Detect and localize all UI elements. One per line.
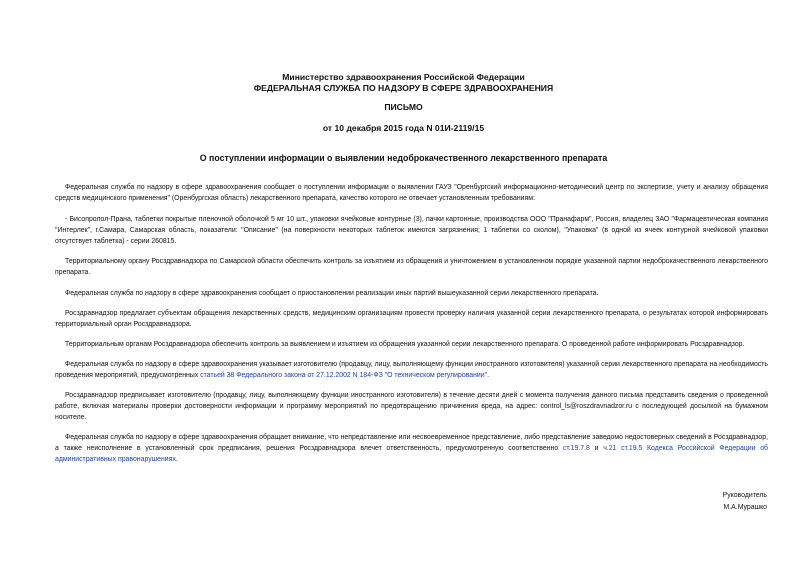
doc-type: ПИСЬМО <box>384 102 423 112</box>
paragraph-9 <box>55 432 768 465</box>
signature-name: М.А.Мурашко <box>723 504 767 511</box>
law-184-fz-link[interactable]: статьей 38 Федерального закона от 27.12.2002 N 184-ФЗ <box>200 372 383 379</box>
paragraph-8: Росздравнадзор предписывает изготовителю (продавцу, лицу, выполняющему функции иностранного изготовителя) в течение десяти дней с момента получения данного письма представить сведения о проведенной работе, включая материалы проверки достоверности информации и программу мероприятий по предотвращению причинения вреда, на адрес: control_ls@roszdravnadzor.ru с последующей досылкой на бумажном носителе. <box>55 392 768 421</box>
koap-19-5-link[interactable]: ч.21 ст.19.5 Кодекса Российской Федерации об административных правонарушениях <box>55 445 768 463</box>
technical-regulation-link[interactable]: "О техническом регулировании" <box>384 372 488 379</box>
paragraph-9-text-c: . <box>175 456 178 463</box>
paragraph-9-text-a: Федеральная служба по надзору в сфере здравоохранения обращает внимание, что непредставление или несвоевременное представление, либо представление заведомо недостоверных сведений в Росздравнадзор, а также неисполнение в установленный срок предписания, решения Росздравнадзора влечет ответственность, предусмотренную соответственно <box>55 434 768 452</box>
paragraph-7 <box>55 359 768 381</box>
paragraph-4: Федеральная служба по надзору в сфере здравоохранения сообщает о приостановлении реализации иных партий вышеуказанной серии лекарственного препарата. <box>65 290 599 297</box>
paragraph-3: Территориальному органу Росздравнадзора по Самарской области обеспечить контроль за изъятием из обращения и уничтожением в установленном порядке указанной партии недоброкачественного лекарственного препарата. <box>55 258 768 276</box>
ministry-line: Министерство здравоохранения Российской Федерации <box>282 72 525 82</box>
paragraph-6: Территориальным органам Росздравнадзора обеспечить контроль за выявлением и изъятием из обращения указанной серии лекарственного препарата. О проведенной работе информировать Росздравнадзор. <box>65 341 745 348</box>
paragraph-9-text-b: и <box>589 445 604 452</box>
signature-position: Руководитель <box>722 492 767 499</box>
paragraph-5: Росздравнадзор предлагает субъектам обращения лекарственных средств, медицинским организациям провести проверку наличия указанной серии лекарственного препарата, о результатах которой информировать территориальный орган Росздравнадзора. <box>55 310 768 328</box>
paragraph-7-text-c: . <box>487 372 489 379</box>
signature-block <box>723 490 767 514</box>
service-line: ФЕДЕРАЛЬНАЯ СЛУЖБА ПО НАДЗОРУ В СФЕРЕ ЗДРАВООХРАНЕНИЯ <box>253 83 554 93</box>
paragraph-2: - Бисопролол-Прана, таблетки покрытые пленочной оболочкой 5 мг 10 шт., упаковки ячейковые контурные (3), пачки картонные, производства ООО "Пранафарм", Россия, владелец ЗАО "Фармацевтическая компания "Интерлек", г.Самара, Самарская область, показатели: "Описание" (на поверхности некоторых таблеток имеются загрязнения; 1 таблетки со сколом), "Упаковка" (в одной из ячеек контурной ячейковой упаковки отсутствует таблетка) - серии 260815. <box>55 216 768 245</box>
document-title: О поступлении информации о выявлении недоброкачественного лекарственного препарата <box>199 153 608 163</box>
date-number: от 10 декабря 2015 года N 01И-2119/15 <box>322 123 485 133</box>
koap-19-7-8-link[interactable]: ст.19.7.8 <box>562 445 590 452</box>
paragraph-7-text-a: Федеральная служба по надзору в сфере здравоохранения указывает изготовителю (продавцу, лицу, выполняющему функции иностранного изготовителя) указанной серии лекарственного препарата на необходимость проведения мероприятий, предусмотренных <box>55 361 768 379</box>
paragraph-1: Федеральная служба по надзору в сфере здравоохранения сообщает о поступлении информации о выявлении ГАУЗ "Оренбургский информационно-методический центр по экспертизе, учету и анализу обращения средств медицинского применения" (Оренбургская область) лекарственного препарата, качество которого не отвечает установленным требованиям: <box>55 184 768 202</box>
